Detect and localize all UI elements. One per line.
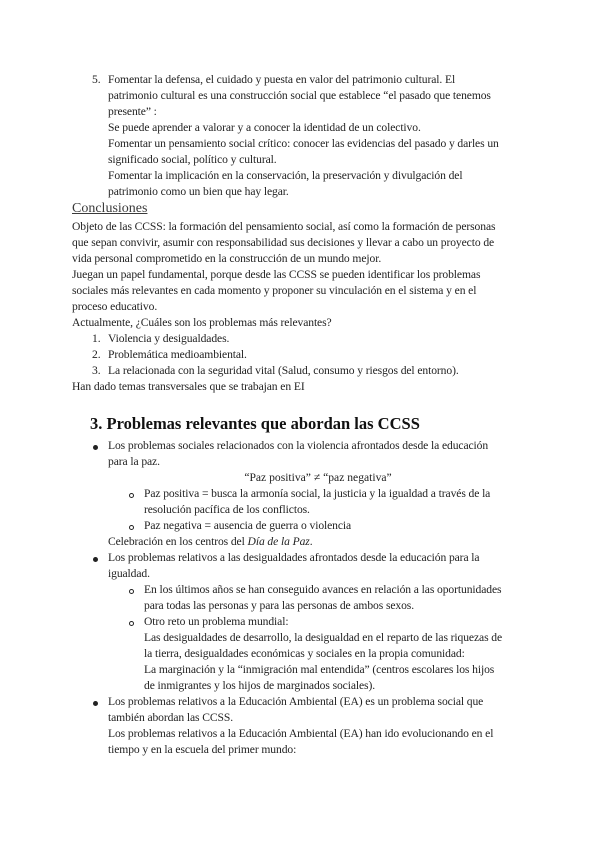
conclusiones-line-1: Objeto de las CCSS: la formación del pensamiento social, así como la formación de personas [72,220,496,233]
b2-sub2-line-1: Otro reto un problema mundial: [144,615,289,628]
list-item-1: Violencia y desigualdades. [108,332,230,345]
section5-line-4: Se puede aprender a valorar y a conocer la identidad de un colectivo. [108,121,421,134]
bullet-icon [93,557,98,562]
list-number-2: 2. [92,348,101,361]
section5-line-5: Fomentar un pensamiento social crítico: conocer las evidencias del pasado y darles un [108,137,499,150]
section5-line-7: Fomentar la implicación en la conservación, la preservación y divulgación del [108,169,463,182]
b2-sub1-line-2: para todas las personas y para las personas de ambos sexos. [144,599,415,612]
list-number-5: 5. [92,73,101,86]
conclusiones-closing: Han dado temas transversales que se trabajan en EI [72,380,305,393]
list-item-3: La relacionada con la seguridad vital (Salud, consumo y riesgos del entorno). [108,364,459,377]
b1-sub1-line-1: Paz positiva = busca la armonía social, la justicia y la igualdad a través de la [144,487,491,500]
period: . [309,535,313,548]
b1-sub1-line-2: resolución pacífica de los conflictos. [144,503,310,516]
conclusiones-line-7: Actualmente, ¿Cuáles son los problemas más relevantes? [72,316,332,329]
b1-sub2: Paz negativa = ausencia de guerra o violencia [144,519,352,532]
b2-line-1: Los problemas relativos a las desigualdades afrontados desde la educación para la [108,551,480,564]
conclusiones-line-5: sociales más relevantes en cada momento y proponer su vinculación en el sistema y en el [72,284,477,297]
section5-line-6: significado social, político y cultural. [108,153,277,166]
b2-line-2: igualdad. [108,567,150,580]
section3-title: 3. Problemas relevantes que abordan las CCSS [90,414,420,433]
bullet-icon [93,701,98,706]
section5-line-1: Fomentar la defensa, el cuidado y puesta en valor del patrimonio cultural. El [108,73,456,86]
conclusiones-line-6: proceso educativo. [72,300,158,313]
b2-sub2-line-2: Las desigualdades de desarrollo, la desigualdad en el reparto de las riquezas de [144,631,503,644]
conclusiones-heading: Conclusiones [72,201,148,216]
dia-de-la-paz: Día de la Paz [247,535,310,548]
list-item-2: Problemática medioambiental. [108,348,247,361]
list-number-1: 1. [92,332,101,345]
b1-line-2: para la paz. [108,455,160,468]
section5-line-2: patrimonio cultural es una construcción social que establece “el pasado que tenemos [108,89,491,102]
section5-line-3: presente” : [108,105,157,118]
bullet-icon [93,445,98,450]
section5-line-8: patrimonio como un bien que hay legar. [108,185,289,198]
b3-line-2: también abordan las CCSS. [108,711,234,724]
celebracion-text: Celebración en los centros del [108,535,245,548]
sub-bullet-icon [129,525,134,530]
sub-bullet-icon [129,493,134,498]
conclusiones-line-4: Juegan un papel fundamental, porque desde las CCSS se pueden identificar los problemas [72,268,481,281]
b2-sub2-line-4: La marginación y la “inmigración mal entendida” (centros escolares los hijos [144,663,495,676]
conclusiones-line-2: que sepan convivir, asumir con responsabilidad sus decisiones y llevar a cabo un proyecto de [72,236,495,249]
b2-sub1-line-1: En los últimos años se han conseguido avances en relación a las oportunidades [144,583,502,596]
sub-bullet-icon [129,621,134,626]
paz-formula: “Paz positiva” ≠ “paz negativa” [244,471,392,484]
b1-line-1: Los problemas sociales relacionados con la violencia afrontados desde la educación [108,439,489,452]
b3-line-3: Los problemas relativos a la Educación Ambiental (EA) han ido evolucionando en el [108,727,494,740]
conclusiones-line-3: vida personal comprometido en la construcción de un mundo mejor. [72,252,382,265]
list-number-3: 3. [92,364,101,377]
b2-sub2-line-5: de inmigrantes y los hijos de marginados sociales). [144,679,376,692]
b3-line-4: tiempo y en la escuela del primer mundo: [108,743,297,756]
b3-line-1: Los problemas relativos a la Educación Ambiental (EA) es un problema social que [108,695,484,708]
sub-bullet-icon [129,589,134,594]
b1-celebracion [108,534,313,550]
b2-sub2-line-3: la tierra, desigualdades económicas y sociales en la propia comunidad: [144,647,465,660]
